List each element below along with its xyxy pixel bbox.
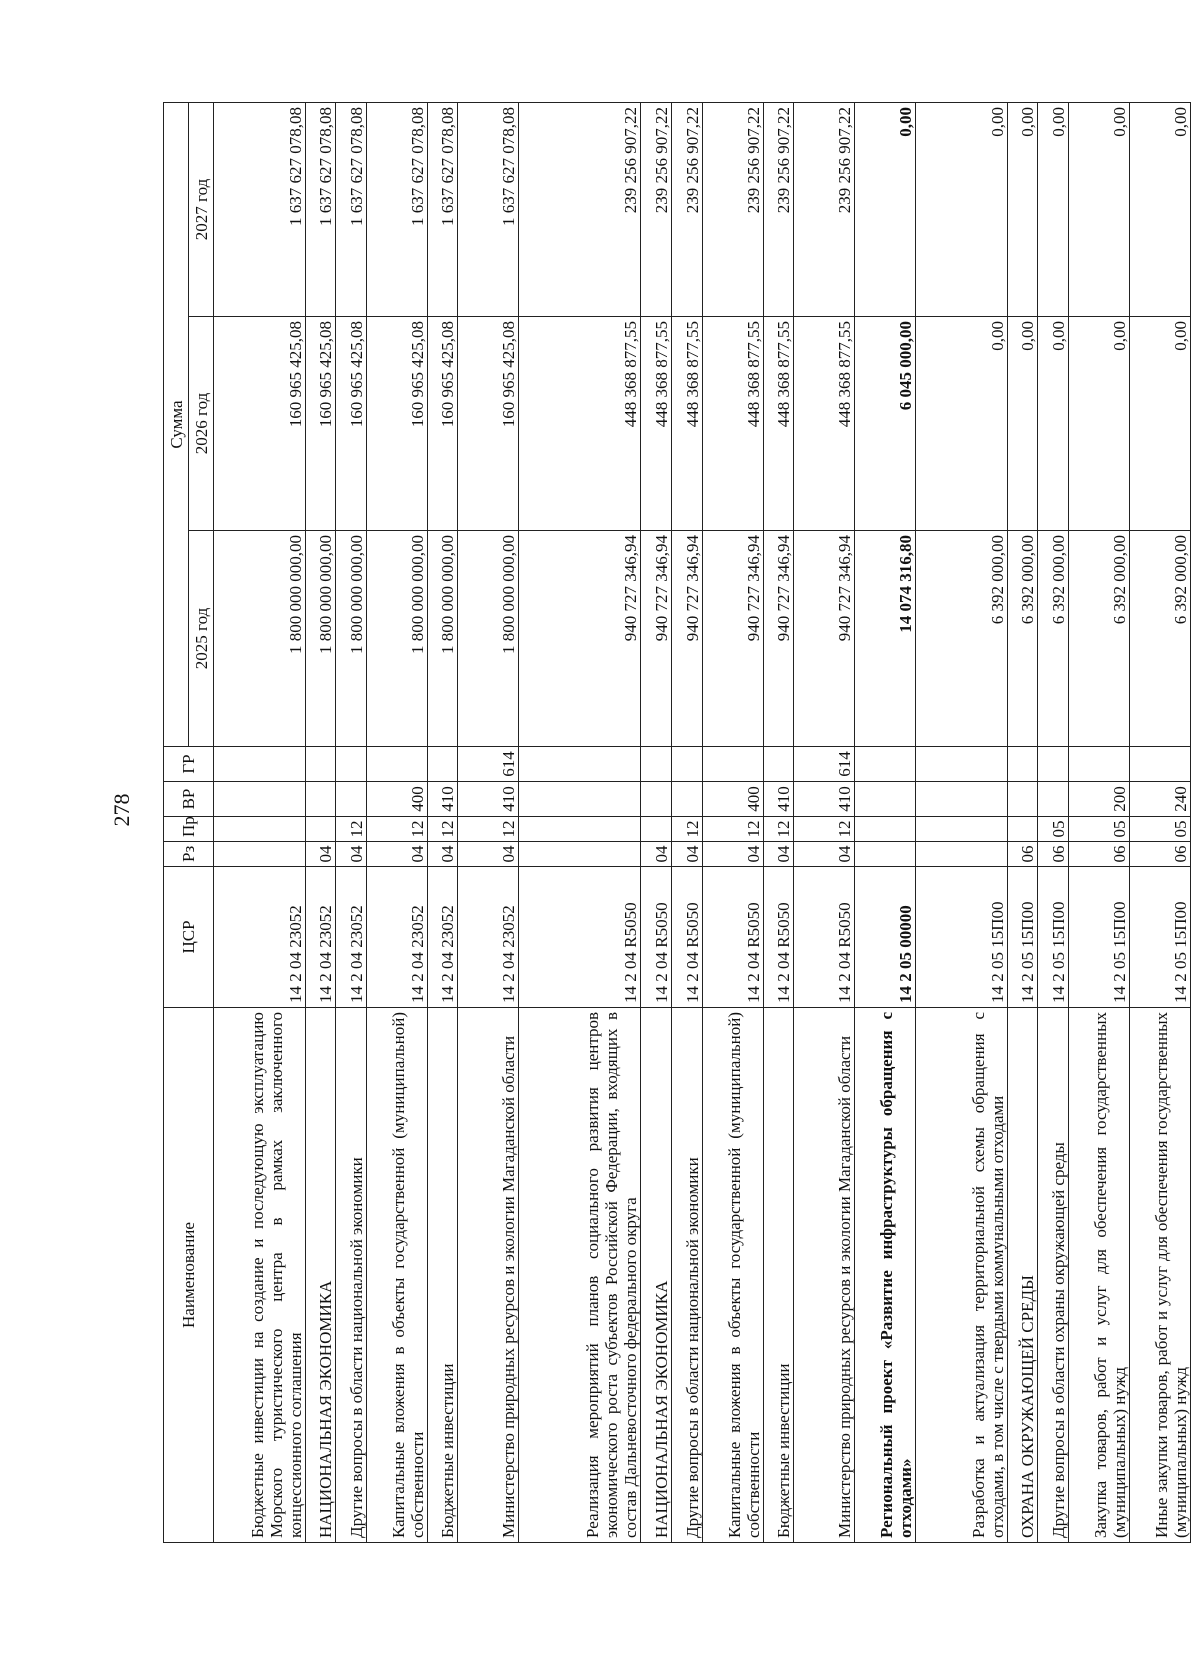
cell-rz: 04 <box>763 842 794 867</box>
cell-name: Бюджетные инвестиции на создание и последующую эксплуатацию Морского туристического центра в рамках заключенного концессионного соглашения <box>214 1008 306 1543</box>
cell-y2027: 1 637 627 078,08 <box>458 103 519 317</box>
cell-vr: 410 <box>427 782 458 817</box>
cell-y2025: 940 727 346,94 <box>794 531 855 747</box>
cell-csr: 14 2 05 00000 <box>855 867 916 1008</box>
cell-name: Министерство природных ресурсов и экологии Магаданской области <box>458 1008 519 1543</box>
cell-name: ОХРАНА ОКРУЖАЮЩЕЙ СРЕДЫ <box>1007 1008 1038 1543</box>
cell-y2027: 0,00 <box>1007 103 1038 317</box>
cell-y2027: 1 637 627 078,08 <box>214 103 306 317</box>
cell-vr: 400 <box>702 782 763 817</box>
cell-rz: 04 <box>366 842 427 867</box>
cell-csr: 14 2 04 23052 <box>366 867 427 1008</box>
cell-pr <box>641 817 672 842</box>
cell-pr: 12 <box>458 817 519 842</box>
table-row <box>1129 103 1190 1543</box>
cell-pr <box>1007 817 1038 842</box>
cell-rz: 06 <box>1038 842 1069 867</box>
cell-y2027: 239 256 907,22 <box>671 103 702 317</box>
cell-csr: 14 2 05 15П00 <box>1038 867 1069 1008</box>
cell-name: Реализация мероприятий планов социального развития центров экономического роста субъектов Российской Федерации, входящих в состав Дальневосточного федерального округа <box>519 1008 641 1543</box>
cell-y2026: 448 368 877,55 <box>519 317 641 531</box>
cell-y2026: 448 368 877,55 <box>794 317 855 531</box>
cell-y2026: 448 368 877,55 <box>702 317 763 531</box>
cell-pr <box>214 817 306 842</box>
cell-vr <box>855 782 916 817</box>
cell-y2025: 940 727 346,94 <box>702 531 763 747</box>
cell-vr <box>1038 782 1069 817</box>
cell-gr <box>305 747 336 782</box>
cell-gr <box>427 747 458 782</box>
cell-pr <box>855 817 916 842</box>
cell-y2025: 1 800 000 000,00 <box>458 531 519 747</box>
table-row <box>1068 103 1129 1543</box>
cell-csr: 14 2 04 R5050 <box>702 867 763 1008</box>
cell-y2026: 160 965 425,08 <box>305 317 336 531</box>
cell-gr <box>1129 747 1190 782</box>
cell-rz: 04 <box>702 842 763 867</box>
cell-gr <box>1068 747 1129 782</box>
cell-y2026: 448 368 877,55 <box>763 317 794 531</box>
header-2025: 2025 год <box>189 531 214 747</box>
cell-pr: 05 <box>1068 817 1129 842</box>
cell-rz: 04 <box>641 842 672 867</box>
cell-vr <box>916 782 1008 817</box>
cell-y2026: 0,00 <box>1038 317 1069 531</box>
cell-y2027: 1 637 627 078,08 <box>427 103 458 317</box>
cell-vr <box>1007 782 1038 817</box>
cell-y2027: 239 256 907,22 <box>763 103 794 317</box>
table-row <box>366 103 427 1543</box>
budget-table <box>163 102 1191 1543</box>
cell-pr: 12 <box>671 817 702 842</box>
cell-pr: 05 <box>1129 817 1190 842</box>
cell-rz: 04 <box>671 842 702 867</box>
header-2026: 2026 год <box>189 317 214 531</box>
cell-y2025: 940 727 346,94 <box>763 531 794 747</box>
cell-y2027: 1 637 627 078,08 <box>366 103 427 317</box>
cell-vr <box>214 782 306 817</box>
table-row <box>458 103 519 1543</box>
cell-y2027: 1 637 627 078,08 <box>305 103 336 317</box>
cell-gr <box>641 747 672 782</box>
cell-vr <box>641 782 672 817</box>
cell-y2026: 0,00 <box>916 317 1008 531</box>
cell-y2027: 239 256 907,22 <box>641 103 672 317</box>
cell-pr: 12 <box>336 817 367 842</box>
header-vr: ВР <box>164 782 214 817</box>
table-row <box>794 103 855 1543</box>
cell-csr: 14 2 04 23052 <box>305 867 336 1008</box>
cell-y2026: 160 965 425,08 <box>458 317 519 531</box>
rotated-table-container <box>163 103 1191 1543</box>
cell-name: Капитальные вложения в объекты государственной (муниципальной) собственности <box>702 1008 763 1543</box>
cell-name: НАЦИОНАЛЬНАЯ ЭКОНОМИКА <box>641 1008 672 1543</box>
cell-y2026: 160 965 425,08 <box>214 317 306 531</box>
table-header <box>164 103 214 1543</box>
cell-pr <box>305 817 336 842</box>
cell-name: Другие вопросы в области охраны окружающей среды <box>1038 1008 1069 1543</box>
cell-name: Капитальные вложения в объекты государственной (муниципальной) собственности <box>366 1008 427 1543</box>
cell-y2025: 6 392 000,00 <box>1129 531 1190 747</box>
cell-y2026: 448 368 877,55 <box>671 317 702 531</box>
cell-y2027: 0,00 <box>916 103 1008 317</box>
cell-gr: 614 <box>458 747 519 782</box>
table-row <box>702 103 763 1543</box>
cell-rz: 04 <box>427 842 458 867</box>
cell-gr <box>702 747 763 782</box>
cell-vr <box>336 782 367 817</box>
cell-y2027: 239 256 907,22 <box>702 103 763 317</box>
cell-vr: 240 <box>1129 782 1190 817</box>
cell-y2026: 0,00 <box>1007 317 1038 531</box>
header-name: Наименование <box>164 1008 214 1543</box>
cell-y2025: 14 074 316,80 <box>855 531 916 747</box>
cell-pr <box>916 817 1008 842</box>
cell-y2026: 6 045 000,00 <box>855 317 916 531</box>
table-row <box>916 103 1008 1543</box>
cell-rz <box>855 842 916 867</box>
table-row <box>1038 103 1069 1543</box>
cell-name: НАЦИОНАЛЬНАЯ ЭКОНОМИКА <box>305 1008 336 1543</box>
cell-gr <box>366 747 427 782</box>
cell-rz <box>916 842 1008 867</box>
cell-y2027: 1 637 627 078,08 <box>336 103 367 317</box>
cell-csr: 14 2 04 23052 <box>458 867 519 1008</box>
cell-y2025: 6 392 000,00 <box>1038 531 1069 747</box>
cell-name: Другие вопросы в области национальной экономики <box>336 1008 367 1543</box>
table-row <box>855 103 916 1543</box>
cell-pr: 12 <box>427 817 458 842</box>
cell-rz <box>214 842 306 867</box>
header-sum: Сумма <box>164 103 189 747</box>
cell-name: Бюджетные инвестиции <box>427 1008 458 1543</box>
cell-y2027: 0,00 <box>1129 103 1190 317</box>
cell-rz: 06 <box>1007 842 1038 867</box>
cell-y2026: 448 368 877,55 <box>641 317 672 531</box>
table-row <box>336 103 367 1543</box>
cell-y2025: 1 800 000 000,00 <box>305 531 336 747</box>
cell-csr: 14 2 04 23052 <box>336 867 367 1008</box>
cell-csr: 14 2 05 15П00 <box>1007 867 1038 1008</box>
header-2027: 2027 год <box>189 103 214 317</box>
cell-pr: 05 <box>1038 817 1069 842</box>
cell-y2027: 0,00 <box>1038 103 1069 317</box>
cell-gr <box>1007 747 1038 782</box>
cell-csr: 14 2 04 23052 <box>427 867 458 1008</box>
cell-y2027: 0,00 <box>855 103 916 317</box>
cell-vr: 410 <box>794 782 855 817</box>
cell-vr <box>519 782 641 817</box>
table-row <box>671 103 702 1543</box>
cell-y2025: 1 800 000 000,00 <box>336 531 367 747</box>
cell-gr <box>519 747 641 782</box>
cell-y2025: 6 392 000,00 <box>916 531 1008 747</box>
cell-name: Иные закупки товаров, работ и услуг для обеспечения государственных (муниципальных) нужд <box>1129 1008 1190 1543</box>
cell-gr <box>855 747 916 782</box>
cell-y2026: 160 965 425,08 <box>336 317 367 531</box>
cell-y2025: 940 727 346,94 <box>671 531 702 747</box>
cell-y2026: 0,00 <box>1129 317 1190 531</box>
cell-pr: 12 <box>763 817 794 842</box>
cell-y2025: 940 727 346,94 <box>641 531 672 747</box>
cell-csr: 14 2 05 15П00 <box>916 867 1008 1008</box>
cell-gr <box>763 747 794 782</box>
cell-vr <box>305 782 336 817</box>
header-rz: Рз <box>164 842 214 867</box>
cell-pr: 12 <box>702 817 763 842</box>
cell-vr: 200 <box>1068 782 1129 817</box>
cell-rz: 04 <box>458 842 519 867</box>
cell-name: Другие вопросы в области национальной экономики <box>671 1008 702 1543</box>
cell-name: Закупка товаров, работ и услуг для обеспечения государственных (муниципальных) нужд <box>1068 1008 1129 1543</box>
cell-rz: 04 <box>305 842 336 867</box>
table-body <box>214 103 1191 1543</box>
table-row <box>1007 103 1038 1543</box>
cell-y2025: 1 800 000 000,00 <box>214 531 306 747</box>
cell-gr: 614 <box>794 747 855 782</box>
cell-vr: 410 <box>458 782 519 817</box>
header-csr: ЦСР <box>164 867 214 1008</box>
cell-y2027: 0,00 <box>1068 103 1129 317</box>
header-gr: ГР <box>164 747 214 782</box>
table-row <box>641 103 672 1543</box>
cell-rz: 04 <box>794 842 855 867</box>
cell-pr: 12 <box>794 817 855 842</box>
cell-rz: 06 <box>1129 842 1190 867</box>
cell-gr <box>916 747 1008 782</box>
cell-vr: 400 <box>366 782 427 817</box>
cell-vr: 410 <box>763 782 794 817</box>
cell-y2025: 1 800 000 000,00 <box>427 531 458 747</box>
table-row <box>305 103 336 1543</box>
table-row <box>519 103 641 1543</box>
cell-y2025: 6 392 000,00 <box>1007 531 1038 747</box>
cell-y2027: 239 256 907,22 <box>794 103 855 317</box>
cell-gr <box>1038 747 1069 782</box>
cell-csr: 14 2 04 R5050 <box>519 867 641 1008</box>
cell-csr: 14 2 05 15П00 <box>1068 867 1129 1008</box>
cell-y2026: 0,00 <box>1068 317 1129 531</box>
cell-gr <box>336 747 367 782</box>
table-row <box>214 103 306 1543</box>
cell-name: Министерство природных ресурсов и экологии Магаданской области <box>794 1008 855 1543</box>
cell-y2025: 6 392 000,00 <box>1068 531 1129 747</box>
cell-name: Разработка и актуализация территориальной схемы обращения с отходами, в том числе с твердыми коммунальными отходами <box>916 1008 1008 1543</box>
cell-pr <box>519 817 641 842</box>
cell-y2025: 940 727 346,94 <box>519 531 641 747</box>
cell-rz: 04 <box>336 842 367 867</box>
cell-y2027: 239 256 907,22 <box>519 103 641 317</box>
cell-csr: 14 2 05 15П00 <box>1129 867 1190 1008</box>
cell-y2025: 1 800 000 000,00 <box>366 531 427 747</box>
cell-name: Региональный проект «Развитие инфраструктуры обращения с отходами» <box>855 1008 916 1543</box>
cell-csr: 14 2 04 R5050 <box>794 867 855 1008</box>
cell-vr <box>671 782 702 817</box>
cell-y2026: 160 965 425,08 <box>427 317 458 531</box>
cell-csr: 14 2 04 R5050 <box>641 867 672 1008</box>
cell-gr <box>214 747 306 782</box>
cell-rz: 06 <box>1068 842 1129 867</box>
cell-csr: 14 2 04 R5050 <box>763 867 794 1008</box>
cell-rz <box>519 842 641 867</box>
page-number: 278 <box>109 793 134 827</box>
table-row <box>427 103 458 1543</box>
cell-name: Бюджетные инвестиции <box>763 1008 794 1543</box>
header-pr: Пр <box>164 817 214 842</box>
cell-y2026: 160 965 425,08 <box>366 317 427 531</box>
cell-pr: 12 <box>366 817 427 842</box>
table-row <box>763 103 794 1543</box>
cell-csr: 14 2 04 R5050 <box>671 867 702 1008</box>
cell-csr: 14 2 04 23052 <box>214 867 306 1008</box>
cell-gr <box>671 747 702 782</box>
